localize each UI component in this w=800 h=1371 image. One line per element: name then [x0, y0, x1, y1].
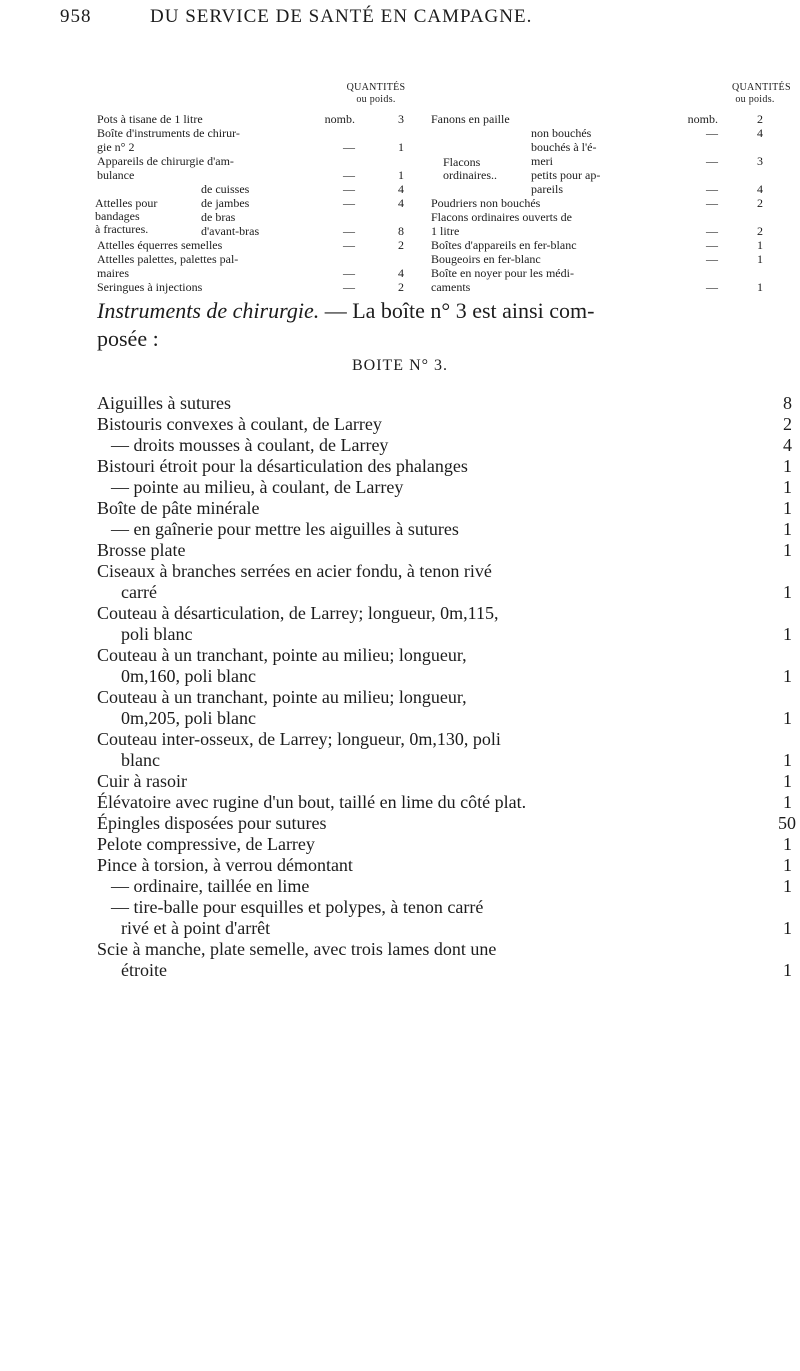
instrument-row	[97, 855, 792, 876]
instrument-quantity: 1	[783, 855, 792, 875]
item-text: Bougeoirs en fer-blanc	[431, 252, 541, 266]
instrument-name: Ciseaux à branches serrées en acier fondu, à tenon rivé	[97, 561, 492, 581]
item-unit: —	[343, 168, 355, 182]
item-quantity: 4	[757, 182, 763, 196]
instrument-row	[97, 939, 792, 960]
inventory-row	[431, 238, 778, 252]
instrument-list	[97, 393, 796, 981]
instrument-row	[97, 456, 792, 477]
instrument-row	[97, 603, 792, 624]
instrument-name: Bistouris convexes à coulant, de Larrey	[97, 414, 382, 434]
inventory-row	[431, 252, 778, 266]
instrument-row	[97, 750, 792, 771]
item-unit: —	[343, 140, 355, 154]
inventory-row	[431, 224, 778, 238]
group-label-line: bandages	[95, 209, 140, 223]
item-text: Boîte d'instruments de chirur-	[97, 126, 240, 140]
instrument-row	[97, 813, 796, 834]
instrument-row	[97, 666, 792, 687]
instrument-name: Cuir à rasoir	[97, 771, 187, 791]
instrument-name: Couteau à un tranchant, pointe au milieu; longueur,	[97, 645, 467, 665]
item-unit: —	[706, 126, 718, 140]
instrument-row	[97, 477, 792, 498]
inventory-row	[431, 210, 778, 224]
instrument-name: Scie à manche, plate semelle, avec trois lames dont une	[97, 939, 497, 959]
item-quantity: 3	[757, 154, 763, 168]
item-text: petits pour ap-	[531, 168, 601, 182]
item-text: caments	[431, 280, 471, 294]
inventory-row	[97, 238, 419, 252]
item-unit: —	[343, 196, 355, 210]
instrument-quantity: 50	[778, 813, 796, 833]
page-number: 958	[60, 6, 92, 27]
instrument-row	[97, 561, 792, 582]
instrument-row	[97, 897, 792, 918]
item-unit: nomb.	[324, 112, 355, 126]
instrument-name: — pointe au milieu, à coulant, de Larrey	[111, 477, 404, 497]
intro-text-line2: posée :	[97, 326, 159, 351]
item-text: gie n° 2	[97, 140, 135, 154]
section-intro	[97, 297, 797, 353]
instrument-row	[97, 876, 792, 897]
intro-text: — La boîte n° 3 est ainsi com-	[319, 298, 595, 323]
inventory-row	[431, 266, 778, 280]
inventory-row	[97, 266, 419, 280]
item-text: bulance	[97, 168, 135, 182]
instrument-row	[97, 771, 792, 792]
item-text: Fanons en paille	[431, 112, 510, 126]
instrument-name: poli blanc	[121, 624, 193, 644]
instrument-row	[97, 540, 792, 561]
item-text: d'avant-bras	[201, 224, 260, 238]
instrument-quantity: 4	[783, 435, 792, 455]
instrument-quantity: 1	[783, 624, 792, 644]
group-label-line: à fractures.	[95, 222, 149, 236]
item-quantity: 1	[398, 168, 404, 182]
instrument-quantity: 1	[783, 519, 792, 539]
instrument-name: Brosse plate	[97, 540, 186, 560]
item-quantity: 2	[757, 112, 763, 126]
instrument-quantity: 1	[783, 834, 792, 854]
instrument-quantity: 1	[783, 750, 792, 770]
item-quantity: 1	[757, 280, 763, 294]
group-label-line: Attelles pour	[95, 196, 158, 210]
instrument-name: — tire-balle pour esquilles et polypes, à tenon carré	[111, 897, 484, 917]
instrument-row	[97, 918, 792, 939]
item-text: Pots à tisane de 1 litre	[97, 112, 203, 126]
inventory-row	[431, 112, 778, 126]
instrument-quantity: 1	[783, 771, 792, 791]
instrument-name: Aiguilles à sutures	[97, 393, 231, 413]
instrument-name: — en gaînerie pour mettre les aiguilles à sutures	[111, 519, 459, 539]
instrument-row	[97, 624, 792, 645]
instrument-row	[97, 960, 792, 981]
inventory-row	[97, 126, 419, 140]
item-quantity: 4	[398, 196, 404, 210]
instrument-quantity: 1	[783, 708, 792, 728]
item-text: Boîtes d'appareils en fer-blanc	[431, 238, 577, 252]
inventory-row	[431, 182, 778, 196]
item-unit: —	[706, 238, 718, 252]
instrument-row	[97, 834, 792, 855]
instrument-name: rivé et à point d'arrêt	[121, 918, 271, 938]
item-unit: —	[343, 280, 355, 294]
instrument-quantity: 1	[783, 540, 792, 560]
instrument-name: Couteau à désarticulation, de Larrey; longueur, 0m,115,	[97, 603, 499, 623]
item-unit: —	[343, 238, 355, 252]
inventory-row	[431, 126, 778, 140]
instrument-name: carré	[121, 582, 157, 602]
item-quantity: 8	[398, 224, 404, 238]
inventory-row	[97, 182, 419, 196]
item-unit: —	[343, 224, 355, 238]
instrument-row	[97, 519, 792, 540]
item-quantity: 4	[398, 266, 404, 280]
item-quantity: 2	[757, 196, 763, 210]
item-unit: nomb.	[687, 112, 718, 126]
item-text: non bouchés	[531, 126, 592, 140]
item-unit: —	[706, 280, 718, 294]
inventory-row	[431, 140, 778, 154]
instrument-row	[97, 792, 792, 813]
right-rows	[431, 112, 778, 294]
item-unit: —	[343, 182, 355, 196]
item-text: Flacons ordinaires ouverts de	[431, 210, 572, 224]
instrument-name: Couteau inter-osseux, de Larrey; longueur, 0m,130, poli	[97, 729, 501, 749]
item-unit: —	[706, 252, 718, 266]
instrument-name: — ordinaire, taillée en lime	[111, 876, 310, 896]
instrument-name: étroite	[121, 960, 167, 980]
inventory-row	[97, 168, 419, 182]
instrument-quantity: 1	[783, 918, 792, 938]
item-text: Attelles palettes, palettes pal-	[97, 252, 239, 266]
item-text: pareils	[531, 182, 563, 196]
instrument-name: Pince à torsion, à verrou démontant	[97, 855, 353, 875]
flacons-group-label	[443, 156, 497, 182]
item-text: meri	[531, 154, 553, 168]
instrument-name: Élévatoire avec rugine d'un bout, taillé en lime du côté plat.	[97, 792, 527, 812]
item-text: Attelles équerres semelles	[97, 238, 223, 252]
quantity-header: QUANTITÉS ou poids.	[732, 82, 791, 105]
item-quantity: 1	[757, 252, 763, 266]
instrument-name: Boîte de pâte minérale	[97, 498, 260, 518]
item-quantity: 1	[398, 140, 404, 154]
quantity-header: QUANTITÉS ou poids.	[346, 82, 406, 105]
inventory-row	[97, 140, 419, 154]
instrument-quantity: 8	[783, 393, 792, 413]
item-text: 1 litre	[431, 224, 460, 238]
instrument-quantity: 1	[783, 876, 792, 896]
inventory-row	[97, 252, 419, 266]
item-quantity: 2	[398, 280, 404, 294]
item-unit: —	[706, 182, 718, 196]
instrument-row	[97, 498, 792, 519]
instrument-row	[97, 708, 792, 729]
inventory-row	[97, 112, 419, 126]
instrument-name: 0m,205, poli blanc	[121, 708, 256, 728]
item-quantity: 4	[398, 182, 404, 196]
instrument-row	[97, 435, 792, 456]
item-unit: —	[343, 266, 355, 280]
item-text: bouchés à l'é-	[531, 140, 597, 154]
item-text: Boîte en noyer pour les médi-	[431, 266, 574, 280]
item-unit: —	[706, 154, 718, 168]
item-text: maires	[97, 266, 129, 280]
instrument-name: Pelote compressive, de Larrey	[97, 834, 315, 854]
instrument-quantity: 1	[783, 456, 792, 476]
instrument-quantity: 1	[783, 582, 792, 602]
item-unit: —	[706, 196, 718, 210]
item-text: de bras	[201, 210, 236, 224]
instrument-quantity: 1	[783, 477, 792, 497]
group-label-line: ordinaires..	[443, 168, 497, 182]
instrument-quantity: 1	[783, 960, 792, 980]
item-text: Seringues à injections	[97, 280, 203, 294]
item-quantity: 3	[398, 112, 404, 126]
item-quantity: 2	[398, 238, 404, 252]
instrument-quantity: 1	[783, 498, 792, 518]
inventory-row	[97, 280, 419, 294]
item-text: Poudriers non bouchés	[431, 196, 541, 210]
instrument-row	[97, 414, 792, 435]
inventory-row	[431, 196, 778, 210]
inventory-row	[431, 280, 778, 294]
instrument-name: blanc	[121, 750, 160, 770]
item-text: Appareils de chirurgie d'am-	[97, 154, 234, 168]
item-quantity: 1	[757, 238, 763, 252]
instrument-row	[97, 582, 792, 603]
item-quantity: 4	[757, 126, 763, 140]
instrument-row	[97, 729, 792, 750]
item-text: de jambes	[201, 196, 250, 210]
attelles-group-label	[95, 197, 157, 236]
chapter-title: DU SERVICE DE SANTÉ EN CAMPAGNE.	[150, 6, 533, 27]
instrument-name: — droits mousses à coulant, de Larrey	[111, 435, 389, 455]
instrument-row	[97, 645, 792, 666]
instrument-name: Bistouri étroit pour la désarticulation des phalanges	[97, 456, 468, 476]
instrument-name: Épingles disposées pour sutures	[97, 813, 327, 833]
instrument-name: Couteau à un tranchant, pointe au milieu; longueur,	[97, 687, 467, 707]
instrument-quantity: 1	[783, 792, 792, 812]
section-heading: Instruments de chirurgie.	[97, 298, 320, 323]
instrument-row	[97, 687, 792, 708]
box-title: BOITE N° 3.	[351, 357, 449, 374]
instrument-row	[97, 393, 792, 414]
instrument-quantity: 2	[783, 414, 792, 434]
group-label-line: Flacons	[443, 155, 481, 169]
instrument-name: 0m,160, poli blanc	[121, 666, 256, 686]
instrument-quantity: 1	[783, 666, 792, 686]
item-text: de cuisses	[201, 182, 250, 196]
item-quantity: 2	[757, 224, 763, 238]
inventory-row	[97, 154, 419, 168]
item-unit: —	[706, 224, 718, 238]
